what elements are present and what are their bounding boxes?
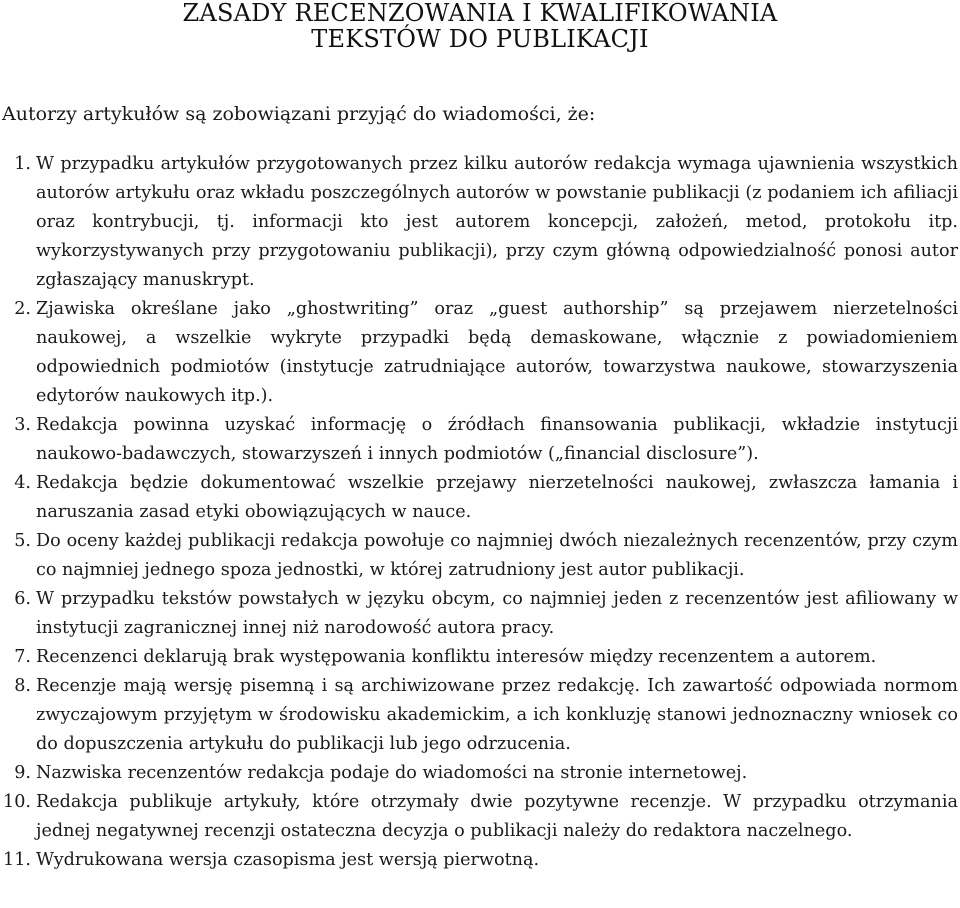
list-item (0, 759, 958, 788)
title-line-2: TEKSTÓW DO PUBLIKACJI (311, 25, 649, 53)
item-text: Do oceny każdej publikacji redakcja powołuje co najmniej dwóch niezależnych recenzentów, przy czym co najmniej jednego spoza jednostki, w której zatrudniony jest autor publikacji. (36, 531, 958, 580)
page-title (0, 0, 960, 52)
item-number: 9. (14, 763, 31, 783)
list-item (0, 846, 958, 875)
intro-paragraph: Autorzy artykułów są zobowiązani przyjąć do wiadomości, że: (2, 103, 596, 125)
item-number: 8. (14, 676, 31, 696)
list-item (0, 585, 958, 643)
item-number: 7. (14, 647, 31, 667)
item-text: Redakcja będzie dokumentować wszelkie przejawy nierzetelności naukowej, zwłaszcza łamania i naruszania zasad etyki obowiązujących w nauce. (36, 473, 958, 522)
item-text: Redakcja powinna uzyskać informację o źródłach finansowania publikacji, wkładzie instytucji naukowo-badawczych, stowarzyszeń i innych podmiotów („financial disclosure”). (36, 415, 958, 464)
item-number: 11. (3, 850, 31, 870)
title-line-1: ZASADY RECENZOWANIA I KWALIFIKOWANIA (182, 0, 778, 27)
item-number: 4. (14, 473, 31, 493)
item-number: 3. (14, 415, 31, 435)
list-item (0, 527, 958, 585)
list-item (0, 672, 958, 759)
list-item (0, 150, 958, 295)
rules-list (0, 150, 958, 875)
list-item (0, 643, 958, 672)
item-number: 1. (14, 154, 31, 174)
item-number: 10. (3, 792, 31, 812)
item-number: 6. (14, 589, 31, 609)
item-text: Redakcja publikuje artykuły, które otrzymały dwie pozytywne recenzje. W przypadku otrzymania jednej negatywnej recenzji ostateczna decyzja o publikacji należy do redaktora naczelnego. (36, 792, 958, 841)
item-text: W przypadku artykułów przygotowanych przez kilku autorów redakcja wymaga ujawnienia wszystkich autorów artykułu oraz wkładu poszczególnych autorów w powstanie publikacji (z podaniem ich afiliacji oraz kontrybucji, tj. informacji kto jest autorem koncepcji, założeń, metod, protokołu itp. wykorzystywanych przy przygotowaniu publikacji), przy czym główną odpowiedzialność ponosi autor zgłaszający manuskrypt. (36, 154, 958, 290)
item-text: Wydrukowana wersja czasopisma jest wersją pierwotną. (36, 850, 540, 870)
item-number: 5. (14, 531, 31, 551)
list-item (0, 295, 958, 411)
list-item (0, 469, 958, 527)
item-text: Zjawiska określane jako „ghostwriting” oraz „guest authorship” są przejawem nierzetelności naukowej, a wszelkie wykryte przypadki będą demaskowane, włącznie z powiadomieniem odpowiednich podmiotów (instytucje zatrudniające autorów, towarzystwa naukowe, stowarzyszenia edytorów naukowych itp.). (36, 299, 958, 406)
list-item (0, 788, 958, 846)
list-item (0, 411, 958, 469)
item-text: Nazwiska recenzentów redakcja podaje do wiadomości na stronie internetowej. (36, 763, 748, 783)
item-text: Recenzje mają wersję pisemną i są archiwizowane przez redakcję. Ich zawartość odpowiada normom zwyczajowym przyjętym w środowisku akademickim, a ich konkluzję stanowi jednoznaczny wniosek co do dopuszczenia artykułu do publikacji lub jego odrzucenia. (36, 676, 958, 754)
item-text: Recenzenci deklarują brak występowania konfliktu interesów między recenzentem a autorem. (36, 647, 877, 667)
item-text: W przypadku tekstów powstałych w języku obcym, co najmniej jeden z recenzentów jest afiliowany w instytucji zagranicznej innej niż narodowość autora pracy. (36, 589, 958, 638)
item-number: 2. (14, 299, 31, 319)
